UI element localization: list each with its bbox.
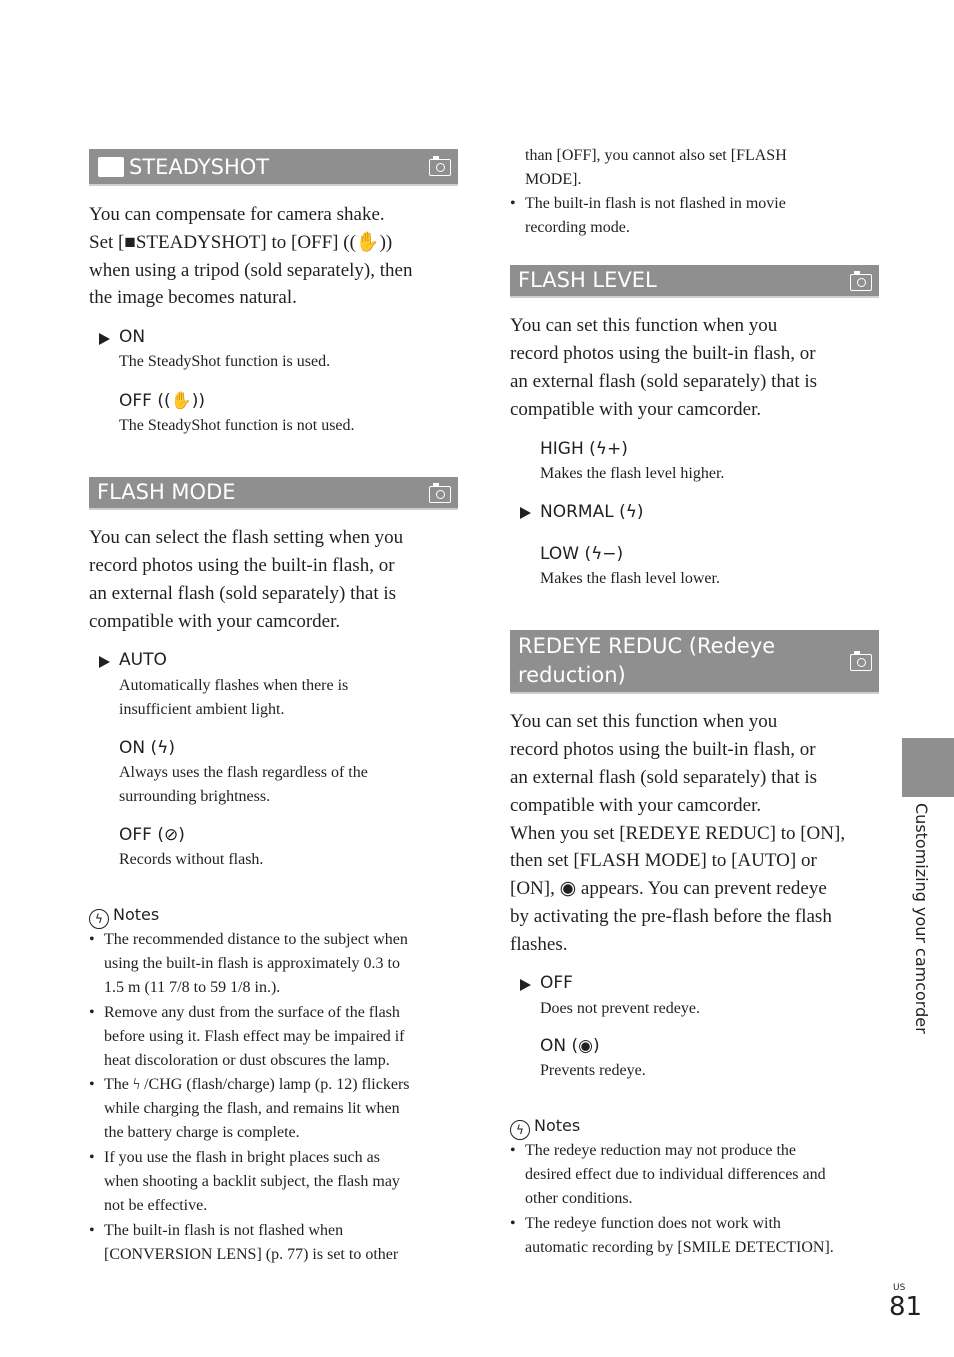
bullet: • xyxy=(89,1004,95,1021)
option-on: ON (◉) xyxy=(540,1036,600,1056)
redeye-header xyxy=(510,630,879,694)
flash-level-header xyxy=(510,265,879,298)
photo-icon xyxy=(850,654,872,671)
default-marker-icon xyxy=(99,656,110,668)
option-high: HIGH (ϟ+) xyxy=(540,439,628,459)
text-line: other conditions. xyxy=(525,1190,633,1207)
option-normal: NORMAL (ϟ) xyxy=(540,502,644,522)
option-description: Makes the flash level higher. xyxy=(540,465,725,482)
text-line: automatic recording by [SMILE DETECTION]. xyxy=(525,1239,834,1256)
bullet: • xyxy=(510,1215,516,1232)
text-line: an external flash (sold separately) that is xyxy=(89,583,397,604)
text-line: before using it. Flash effect may be impaired if xyxy=(104,1028,405,1045)
bullet: • xyxy=(510,1142,516,1159)
default-marker-icon xyxy=(520,507,531,519)
option-low: LOW (ϟ−) xyxy=(540,544,624,564)
text-line: When you set [REDEYE REDUC] to [ON], xyxy=(510,823,846,844)
notes-label: Notes xyxy=(113,905,160,924)
text-line: while charging the flash, and remains lit when xyxy=(104,1100,400,1117)
page-number: 81 xyxy=(889,1292,923,1322)
list-item xyxy=(510,1139,880,1212)
section-title: FLASH MODE xyxy=(97,480,236,504)
photo-icon xyxy=(429,486,451,503)
option-description: Prevents redeye. xyxy=(540,1062,646,1079)
text-line: desired effect due to individual differences and xyxy=(525,1166,826,1183)
bullet: • xyxy=(89,931,95,948)
text-line: Set [■STEADYSHOT] to [OFF] ((✋)) xyxy=(89,232,393,253)
camera-mode-icon xyxy=(98,157,124,177)
option-on: ON (ϟ) xyxy=(119,738,175,758)
text-line: flashes. xyxy=(510,934,568,955)
text-line: record photos using the built-in flash, or xyxy=(510,739,816,760)
photo-icon xyxy=(850,274,872,291)
list-item xyxy=(89,928,459,1001)
text-line: an external flash (sold separately) that is xyxy=(510,767,818,788)
notes-icon: ϟ xyxy=(89,909,109,929)
notes-icon: ϟ xyxy=(510,1120,530,1140)
bullet: • xyxy=(89,1222,95,1239)
option-description: Records without flash. xyxy=(119,851,264,868)
option-off: OFF (⊘) xyxy=(119,825,185,845)
list-item xyxy=(89,1146,459,1219)
section-title: STEADYSHOT xyxy=(129,155,270,179)
text-line: when using a tripod (sold separately), then xyxy=(89,260,413,281)
list-item xyxy=(89,1001,459,1074)
text-line: compatible with your camcorder. xyxy=(89,611,341,632)
chapter-label: Customizing your camcorder xyxy=(912,803,931,1034)
text-line: recording mode. xyxy=(525,219,630,236)
list-item xyxy=(89,1073,459,1146)
text-line: The recommended distance to the subject when xyxy=(104,931,408,948)
text-line: The redeye reduction may not produce the xyxy=(525,1142,796,1159)
text-line: The ϟ /CHG (flash/charge) lamp (p. 12) flickers xyxy=(104,1076,410,1093)
text-line: the battery charge is complete. xyxy=(104,1124,300,1141)
section-title: reduction) xyxy=(518,663,626,687)
text-line: record photos using the built-in flash, or xyxy=(89,555,395,576)
text-line: compatible with your camcorder. xyxy=(510,795,762,816)
list-item xyxy=(510,192,880,241)
option-description: The SteadyShot function is used. xyxy=(119,353,331,370)
flash-mode-header xyxy=(89,477,458,510)
text-line: using the built-in flash is approximately 0.3 to xyxy=(104,955,400,972)
option-description: Always uses the flash regardless of the xyxy=(119,764,368,781)
continued-note xyxy=(510,144,880,193)
text-line: If you use the flash in bright places such as xyxy=(104,1149,380,1166)
option-description: Makes the flash level lower. xyxy=(540,570,720,587)
text-line: [CONVERSION LENS] (p. 77) is set to other xyxy=(104,1246,399,1263)
page-region: US xyxy=(893,1283,906,1293)
option-description: Does not prevent redeye. xyxy=(540,1000,700,1017)
steadyshot-header xyxy=(89,149,458,186)
bullet: • xyxy=(89,1076,95,1093)
text-line: heat discoloration or dust obscures the lamp. xyxy=(104,1052,390,1069)
notes-heading xyxy=(89,905,159,929)
section-title: REDEYE REDUC (Redeye xyxy=(518,634,776,658)
text-line: You can compensate for camera shake. xyxy=(89,204,385,225)
photo-icon xyxy=(429,159,451,176)
notes-heading xyxy=(510,1116,580,1140)
option-on: ON xyxy=(119,327,146,347)
text-line: compatible with your camcorder. xyxy=(510,399,762,420)
text-line: 1.5 m (11 7/8 to 59 1/8 in.). xyxy=(104,979,281,996)
option-description: surrounding brightness. xyxy=(119,788,271,805)
text-line: the image becomes natural. xyxy=(89,287,297,308)
text-line: MODE]. xyxy=(525,171,582,188)
text-line: an external flash (sold separately) that is xyxy=(510,371,818,392)
list-item xyxy=(510,1212,880,1261)
option-auto: AUTO xyxy=(119,650,167,670)
text-line: than [OFF], you cannot also set [FLASH xyxy=(525,147,787,164)
text-line: [ON], ◉ appears. You can prevent redeye xyxy=(510,878,827,899)
option-off: OFF ((✋)) xyxy=(119,391,206,411)
list-item xyxy=(89,1219,459,1268)
text-line: when shooting a backlit subject, the flash may xyxy=(104,1173,400,1190)
text-line: The redeye function does not work with xyxy=(525,1215,781,1232)
bullet: • xyxy=(89,1149,95,1166)
text-line: The built-in flash is not flashed in movie xyxy=(525,195,786,212)
text-line: You can set this function when you xyxy=(510,315,778,336)
option-description: Automatically flashes when there is xyxy=(119,677,349,694)
option-description: insufficient ambient light. xyxy=(119,701,285,718)
notes-label: Notes xyxy=(534,1116,581,1135)
text-line: You can select the flash setting when you xyxy=(89,527,404,548)
text-line: not be effective. xyxy=(104,1197,208,1214)
text-line: You can set this function when you xyxy=(510,711,778,732)
option-description: The SteadyShot function is not used. xyxy=(119,417,355,434)
default-marker-icon xyxy=(520,979,531,991)
text-line: record photos using the built-in flash, or xyxy=(510,343,816,364)
text-line: The built-in flash is not flashed when xyxy=(104,1222,344,1239)
chapter-tab xyxy=(902,738,954,797)
section-title: FLASH LEVEL xyxy=(518,268,657,292)
option-off: OFF xyxy=(540,973,573,993)
text-line: Remove any dust from the surface of the flash xyxy=(104,1004,400,1021)
bullet: • xyxy=(510,195,516,212)
text-line: by activating the pre-flash before the flash xyxy=(510,906,832,927)
text-line: then set [FLASH MODE] to [AUTO] or xyxy=(510,850,817,871)
default-marker-icon xyxy=(99,333,110,345)
